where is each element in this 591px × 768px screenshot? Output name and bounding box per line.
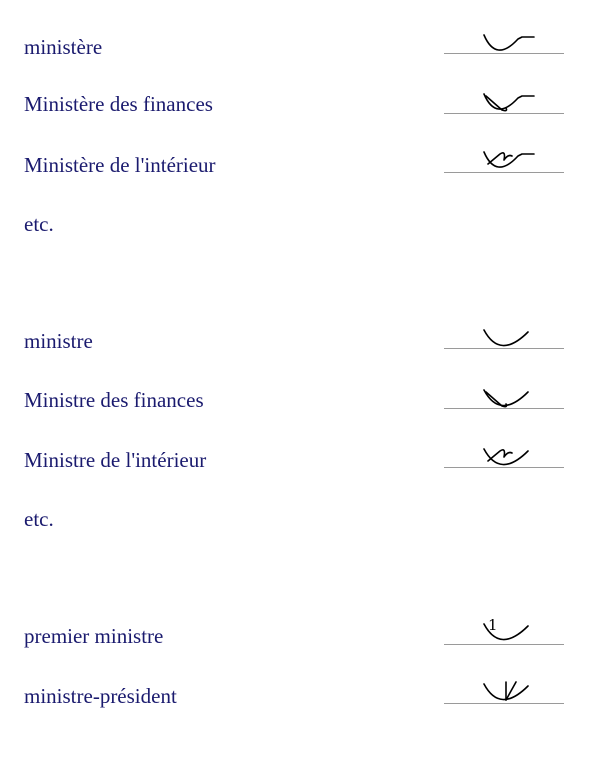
- ministre-president-sign-icon: [470, 674, 550, 714]
- ministre-interieur-sign-icon: [470, 439, 550, 479]
- term-ministre-finances: Ministre des finances: [24, 388, 204, 412]
- premier-ministre-sign-icon: [470, 610, 550, 650]
- term-ministere-finances: Ministère des finances: [24, 92, 213, 116]
- term-ministre: ministre: [24, 329, 93, 353]
- etc-label: etc.: [24, 212, 54, 236]
- term-ministere: ministère: [24, 35, 103, 59]
- term-ministre-president: ministre-président: [24, 684, 177, 708]
- ministre-finances-sign-icon: [470, 380, 550, 420]
- term-ministere-interieur: Ministère de l'intérieur: [24, 153, 216, 177]
- ministere-sign-icon: [470, 25, 550, 65]
- ministre-sign-icon: [470, 320, 550, 360]
- ministere-interieur-sign-icon: [470, 142, 550, 182]
- etc-label: etc.: [24, 507, 54, 531]
- term-premier-ministre: premier ministre: [24, 624, 164, 648]
- marker-one: 1: [488, 616, 498, 634]
- ministere-finances-sign-icon: [470, 84, 550, 124]
- term-ministre-interieur: Ministre de l'intérieur: [24, 448, 207, 472]
